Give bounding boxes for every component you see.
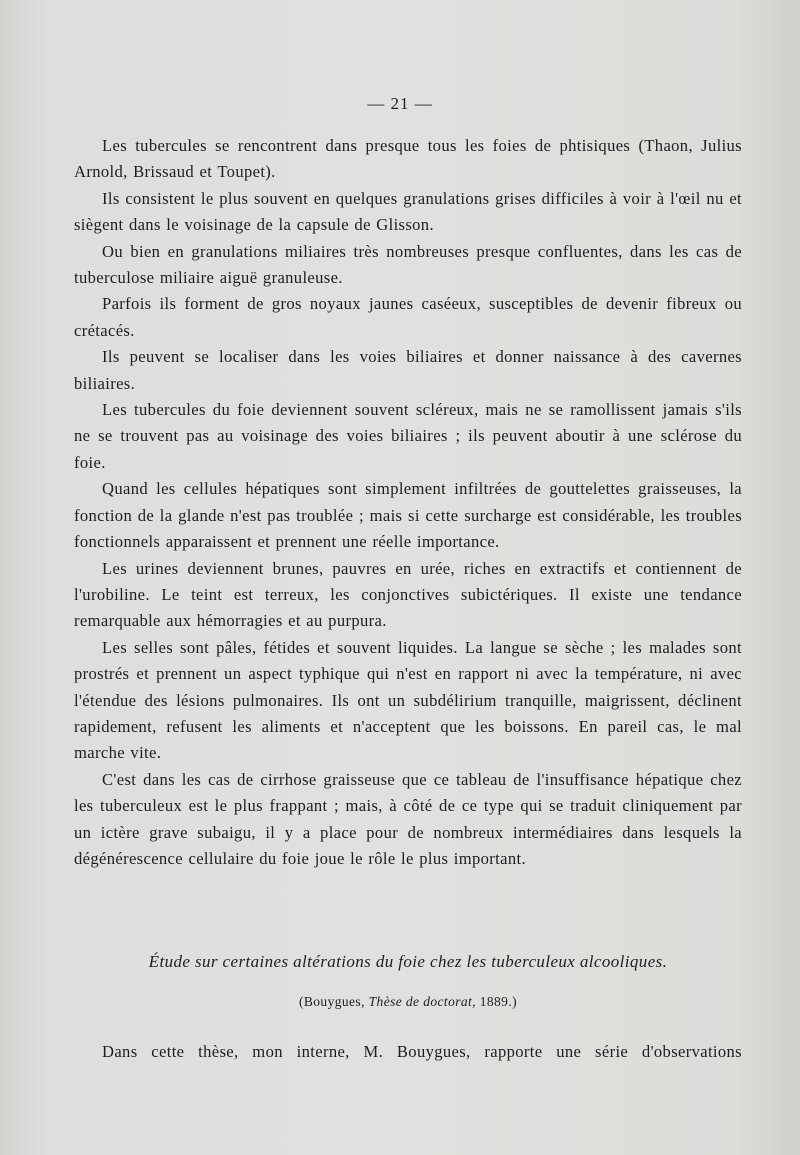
paragraph: Les tubercules du foie deviennent souvent scléreux, mais ne se ramollissent jamais s'ils ne se trouvent pas au voisinage des voies biliaires ; ils peuvent aboutir à une sclérose du foie. xyxy=(74,400,742,472)
paragraph: Les selles sont pâles, fétides et souvent liquides. La langue se sèche ; les malades sont prostrés et prennent un aspect typhique qui n'est en rapport ni avec la température, ni avec l'étendue des lésions pulmonaires. Ils ont un subdélirium tranquille, maigrissent, déclinent rapidement, refusent les aliments et n'acceptent que les boissons. En pareil cas, le mal marche vite. xyxy=(74,637,742,763)
continued-text xyxy=(74,1039,742,1065)
paragraph: Ils peuvent se localiser dans les voies biliaires et donner naissance à des cavernes biliaires. xyxy=(74,347,742,393)
citation-work: Thèse de doctorat, xyxy=(368,994,476,1009)
body-text xyxy=(74,133,742,872)
paragraph: Ils consistent le plus souvent en quelques granulations grises difficiles à voir à l'œil nu et siègent dans le voisinage de la capsule de Glisson. xyxy=(74,188,742,235)
page-number: — 21 — xyxy=(367,94,433,113)
citation-author: (Bouygues, xyxy=(298,994,365,1009)
section-title: Étude sur certaines altérations du foie chez les tuberculeux alcooliques. xyxy=(148,952,668,971)
citation-year: 1889.) xyxy=(479,994,518,1009)
paragraph: Ou bien en granulations miliaires très nombreuses presque confluentes, dans les cas de tuberculose miliaire aiguë granuleuse. xyxy=(74,241,742,288)
paragraph: Parfois ils forment de gros noyaux jaunes caséeux, susceptibles de devenir fibreux ou crétacés. xyxy=(74,294,742,340)
citation xyxy=(74,994,742,1010)
paragraph: C'est dans les cas de cirrhose graisseuse que ce tableau de l'insuffisance hépatique chez les tuberculeux est le plus frappant ; mais, à côté de ce type qui se traduit cliniquement par un ictère grave subaigu, il y a place pour de nombreux intermédiaires dans lesquels la dégénérescence cellulaire du foie joue le rôle le plus important. xyxy=(74,769,742,868)
paragraph: Quand les cellules hépatiques sont simplement infiltrées de gouttelettes graisseuses, la fonction de la glande n'est pas troublée ; mais si cette surcharge est considérable, les troubles fonctionnels apparaissent et prennent une réelle importance. xyxy=(74,479,742,552)
paragraph: Dans cette thèse, mon interne, M. Bouygues, rapporte une série d'observations xyxy=(102,1042,742,1061)
paragraph: Les tubercules se rencontrent dans presque tous les foies de phtisiques (Thaon, Julius Arnold, Brissaud et Toupet). xyxy=(74,136,742,182)
paragraph: Les urines deviennent brunes, pauvres en urée, riches en extractifs et contiennent de l'urobiline. Le teint est terreux, les conjonctives subictériques. Il existe une tendance remarquable aux hémorragies et au purpura. xyxy=(74,558,742,631)
